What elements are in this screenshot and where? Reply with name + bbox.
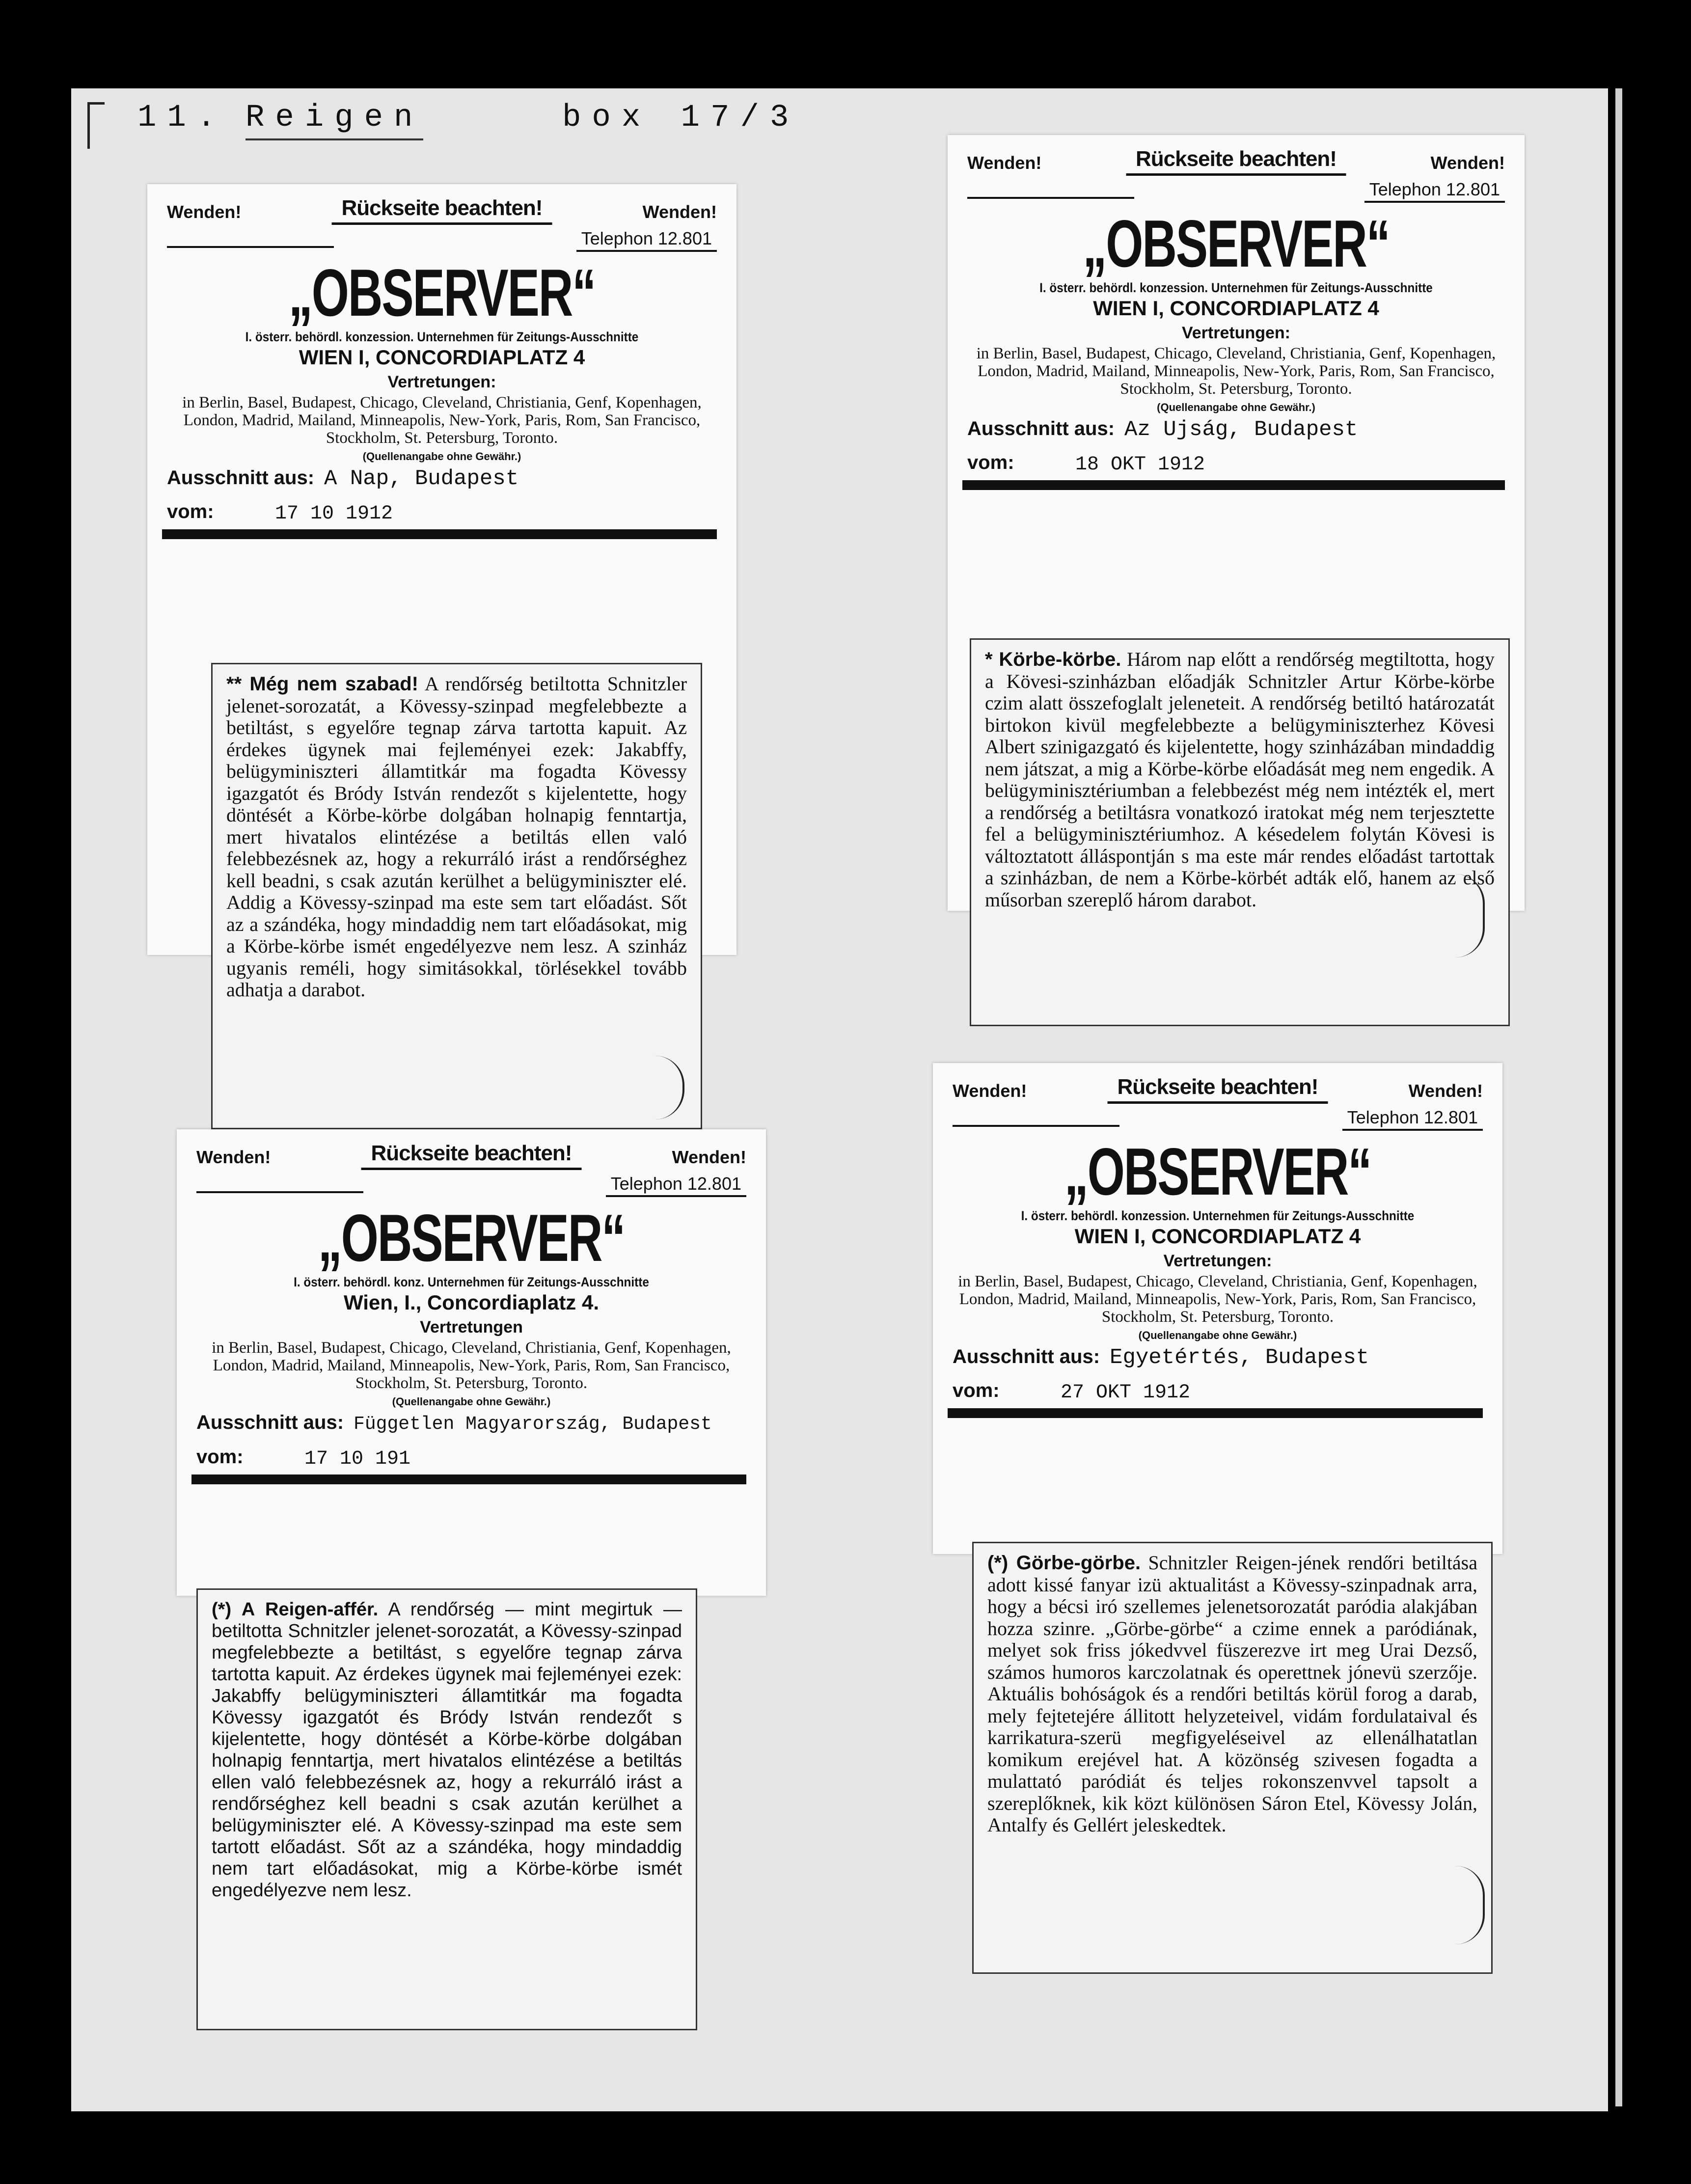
clipping-3-stamp	[177, 1129, 766, 1596]
clip-date: 17 10 191	[304, 1448, 411, 1470]
observer-title: „OBSERVER“	[1083, 206, 1390, 281]
telephon: Telephon 12.801	[606, 1174, 746, 1197]
wenden-left: Wenden!	[953, 1081, 1027, 1101]
clip-date: 17 10 1912	[275, 503, 393, 525]
address: Wien, I., Concordiaplatz 4.	[343, 1291, 600, 1314]
clip-date: 18 OKT 1912	[1075, 454, 1205, 476]
wenden-right: Wenden!	[672, 1147, 746, 1167]
cities: in Berlin, Basel, Budapest, Chicago, Cleveland, Christiania, Genf, Kopenhagen, London, Madrid, Mailand, Minneapolis, New-York, Paris, Rom, San Francisco, Stockholm, St. Petersburg, Toronto.	[958, 1273, 1477, 1326]
telephon: Telephon 12.801	[1364, 179, 1505, 203]
wenden-right: Wenden!	[1408, 1081, 1483, 1101]
quelle: (Quellenangabe ohne Gewähr.)	[392, 1395, 551, 1408]
rueckseite-label: Rückseite beachten!	[361, 1141, 582, 1170]
sheet-edge	[1615, 88, 1622, 2106]
article-body: A rendőrség betiltotta Schnitzler jelenet-sorozatát, a Kövessy-szinpad megfelebbezte a betiltást, s egyelőre tegnap zárva tartotta kapuit. Az érdekes ügynek mai fejleményei ezek: Jakabffy, belügyminiszteri államtitkár ma fogadta Kövessy igazgatót és Bródy István rendezőt s kijelentette, hogy döntését a Körbe-körbe dolgában holnapig fenntartja, mert hivatalos elintézése a betiltás ellen való felebbezésnek az, hogy a rekurráló irást a rendőrséghez kell beadni, s csak azután kerülhet a belügyminiszter elé. Addig a Kövessy-szinpad ma este sem tart előadást. Sőt az a szándéka, hogy mindaddig nem tart előadásokat, mig a Körbe-körbe ismét engedélyezve nem lesz. A szinház ugyanis reméli, hogy simitásokkal, törlésekkel tovább adhatja a darabot.	[226, 673, 687, 1001]
observer-title: „OBSERVER“	[1064, 1134, 1371, 1209]
ausschnitt-label: Ausschnitt aus:	[196, 1412, 344, 1433]
clipping-4-article	[972, 1542, 1493, 1974]
corner-bracket	[87, 102, 105, 149]
wenden-left: Wenden!	[167, 202, 242, 222]
address: WIEN I, CONCORDIAPLATZ 4	[1074, 1225, 1361, 1248]
wenden-left: Wenden!	[967, 153, 1042, 173]
folder-title: Reigen	[245, 100, 423, 140]
wenden-right: Wenden!	[642, 202, 717, 222]
vertretungen: Vertretungen	[420, 1318, 523, 1337]
black-bar	[191, 1474, 746, 1484]
ausschnitt-label: Ausschnitt aus:	[953, 1346, 1100, 1367]
source-name: Az Ujság, Budapest	[1124, 417, 1358, 442]
konzession: I. österr. behördl. konzession. Unternehmen für Zeitungs-Ausschnitte	[1021, 1208, 1415, 1223]
telephon: Telephon 12.801	[576, 228, 717, 252]
wenden-left: Wenden!	[196, 1147, 271, 1167]
vom-label: vom:	[196, 1446, 244, 1468]
ausschnitt-label: Ausschnitt aus:	[967, 418, 1115, 439]
telephon: Telephon 12.801	[1342, 1107, 1483, 1131]
vom-label: vom:	[967, 452, 1014, 473]
source-name: Független Magyarország, Budapest	[354, 1414, 712, 1435]
article-lead: (*) A Reigen-affér.	[212, 1599, 379, 1620]
quelle: (Quellenangabe ohne Gewähr.)	[362, 450, 521, 463]
clipping-1-article	[211, 663, 702, 1129]
clipping-3-article	[196, 1588, 697, 2030]
cities: in Berlin, Basel, Budapest, Chicago, Cleveland, Christiania, Genf, Kopenhagen, London, Madrid, Mailand, Minneapolis, New-York, Paris, Rom, San Francisco, Stockholm, St. Petersburg, Toronto.	[212, 1339, 731, 1392]
vom-label: vom:	[167, 501, 214, 522]
clip-date: 27 OKT 1912	[1061, 1382, 1191, 1404]
clipping-2-article	[970, 638, 1510, 1026]
vom-label: vom:	[953, 1380, 1000, 1401]
cities: in Berlin, Basel, Budapest, Chicago, Cleveland, Christiania, Genf, Kopenhagen, London, Madrid, Mailand, Minneapolis, New-York, Paris, Rom, San Francisco, Stockholm, St. Petersburg, Toronto.	[182, 394, 702, 447]
article-lead: (*) Görbe-görbe.	[987, 1552, 1141, 1574]
article-body: A rendőrség — mint megirtuk — betiltotta Schnitzler jelenet-sorozatát, a Kövessy-szinpad megfelebbezte a betiltást, s egyelőre tegnap zárva tartotta kapuit. Az érdekes ügynek mai fejleményei ezek: Jakabffy belügyminiszteri államtitkár ma fogadta Kövessy igazgatót és Bródy István rendezőt s kijelentette, hogy döntését a Körbe-körbe dolgában holnapig fenntartja, mert hivatalos elintézése a betiltás ellen való felebbezésnek az, hogy a rekurráló irást a rendőrséghez kell beadni s csak azután kerülhet a belügyminiszter elé. A Kövessy-szinpad ma este sem tartott előadást. Sőt az a szándéka, hogy mindaddig nem tart előadásokat, mig a Körbe-körbe ismét engedélyezve nem lesz.	[212, 1599, 682, 1901]
source-name: Egyetértés, Budapest	[1110, 1345, 1369, 1370]
article-body: Három nap előtt a rendőrség megtiltotta, hogy a Kövesi-szinházban előadják Schnitzler Artur Körbe-körbe czim alatt összefoglalt jeleneteit. A rendőrség betiltó határozatát birtokon kivül megfelebbezte a belügyminiszterhez Kövesi Albert szinigazgató és kijelentette, hogy szinházában mindaddig nem játszat, a mig a Körbe-körbe előadását meg nem engedik. A belügyminisztériumban a felebbezést még nem intézték el, mert a rendőrség a betiltásra vonatkozó iratokat még nem terjesztette fel a belügyminisztériumhoz. A késedelem folytán Kövesi is változtatott álláspontján s ma este már rendes előadást tartottak a szinházban, de nem a Körbe-körbét adták elő, hanem az első műsorban szereplő három darabot.	[985, 648, 1495, 911]
folder-number: 11.	[137, 100, 227, 136]
quelle: (Quellenangabe ohne Gewähr.)	[1157, 401, 1315, 413]
vertretungen: Vertretungen:	[387, 373, 496, 391]
vertretungen: Vertretungen:	[1163, 1252, 1272, 1270]
ausschnitt-label: Ausschnitt aus:	[167, 467, 315, 489]
black-bar	[162, 529, 717, 539]
quelle: (Quellenangabe ohne Gewähr.)	[1138, 1329, 1297, 1341]
observer-title: „OBSERVER“	[288, 255, 596, 330]
rueckseite-label: Rückseite beachten!	[332, 196, 552, 225]
konzession: I. österr. behördl. konz. Unternehmen für Zeitungs-Ausschnitte	[294, 1275, 649, 1289]
observer-title: „OBSERVER“	[318, 1201, 625, 1275]
cities: in Berlin, Basel, Budapest, Chicago, Cleveland, Christiania, Genf, Kopenhagen, London, Madrid, Mailand, Minneapolis, New-York, Paris, Rom, San Francisco, Stockholm, St. Petersburg, Toronto.	[976, 345, 1496, 398]
box-number: box 17/3	[562, 100, 800, 136]
article-lead: ** Még nem szabad!	[226, 673, 418, 695]
vertretungen: Vertretungen:	[1181, 324, 1291, 342]
article-lead: * Körbe-körbe.	[985, 649, 1121, 670]
source-name: A Nap, Budapest	[324, 466, 519, 491]
konzession: I. österr. behördl. konzession. Unternehmen für Zeitungs-Ausschnitte	[245, 329, 639, 344]
rueckseite-label: Rückseite beachten!	[1126, 147, 1346, 176]
clipping-4-stamp	[933, 1063, 1502, 1554]
article-body: Schnitzler Reigen-jének rendőri betiltása adott kissé fanyar izü aktualitást a Kövessy-szinpadnak arra, hogy a bécsi iró szellemes jelenetsorozatát paródia alakjában hozza szinre. „Görbe-görbe“ a czime ennek a paródiának, melyet sok friss jókedvvel füszerezve irt meg Urai Dezső, számos humoros karczolatnak és operettnek jónevü szerzője. Aktuális bohóságok és a rendőri betiltás körül forog a darab, mely fejtetejére állitott helyzeteivel, vidám fordulataival és karrikatura-szerü megfigyeléseivel az ellenálhatatlan komikum erejével hat. A közönség szivesen fogadta a mulattató paródiát és teljes rokonszenvvel tapsolt a szereplőknek, kik közt különösen Sáron Etel, Kövessy Jolán, Antalfy és Gellért jeleskedtek.	[987, 1552, 1478, 1836]
wenden-right: Wenden!	[1430, 153, 1505, 173]
konzession: I. österr. behördl. konzession. Unternehmen für Zeitungs-Ausschnitte	[1039, 280, 1433, 295]
black-bar	[948, 1408, 1483, 1418]
address: WIEN I, CONCORDIAPLATZ 4	[299, 346, 585, 369]
black-bar	[962, 480, 1505, 490]
address: WIEN I, CONCORDIAPLATZ 4	[1093, 297, 1379, 320]
rueckseite-label: Rückseite beachten!	[1108, 1075, 1328, 1104]
